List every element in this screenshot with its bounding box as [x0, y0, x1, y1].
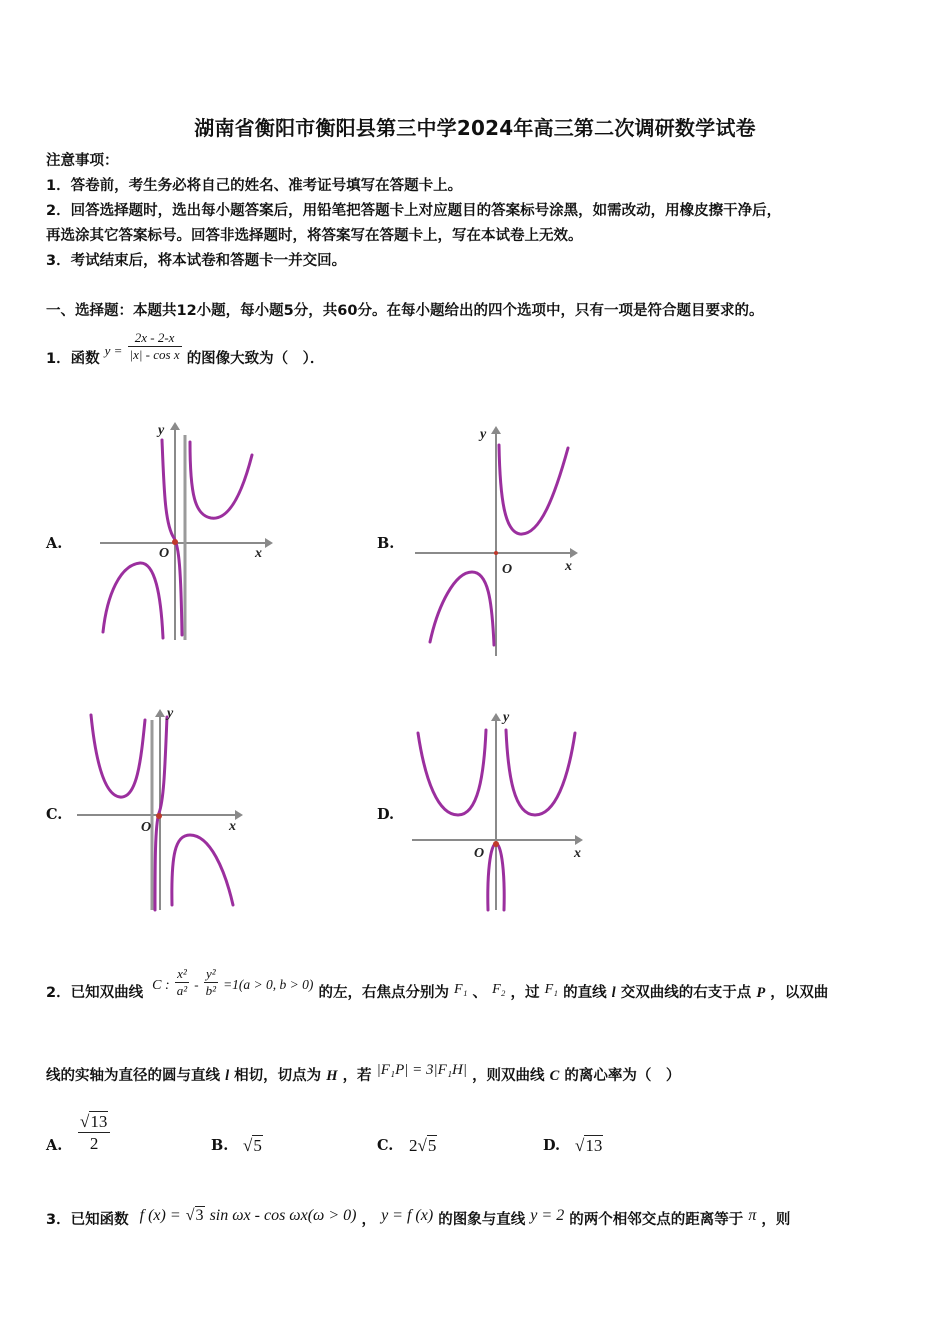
q2-c: C	[549, 1068, 560, 1084]
q1-prefix: 1．函数	[46, 351, 100, 367]
q3-sqrt3: 3	[195, 1207, 204, 1224]
x-label: x	[574, 846, 581, 861]
notice-item: 3．考试结束后，将本试卷和答题卡一并交回。	[46, 253, 347, 269]
q2-h: H	[326, 1068, 338, 1084]
graph-option-d[interactable]	[410, 705, 590, 915]
question-1	[46, 330, 324, 370]
q2-prefix: 2．已知双曲线	[46, 985, 144, 1001]
q2-x2: x²	[175, 966, 189, 983]
graph-option-a[interactable]	[95, 420, 275, 645]
y-label: y	[158, 423, 165, 438]
q3-pi: π	[748, 1207, 757, 1224]
q1-suffix: 的图像大致为（ ）．	[186, 351, 325, 367]
origin-label: O	[502, 562, 513, 577]
q2-l: l	[611, 985, 616, 1001]
q2-option-a-den: 2	[89, 1134, 99, 1153]
x-axis-arrow	[265, 538, 273, 548]
q2-option-b-rad: 5	[253, 1136, 262, 1155]
y-axis-arrow	[491, 713, 501, 721]
q2-option-c-value[interactable]: 2√5	[409, 1136, 437, 1155]
q2-f1-b: F₁	[544, 982, 559, 997]
q2-p: P	[756, 985, 766, 1001]
q2-option-d-rad: 13	[585, 1136, 603, 1155]
q1-option-d-label: D.	[377, 806, 395, 823]
q1-numerator: 2x - 2-x	[128, 330, 182, 347]
y-axis-arrow	[155, 709, 165, 717]
q2-frac-y	[204, 966, 218, 999]
q2-curve-c: C :	[152, 978, 170, 993]
q2-option-a-label: A.	[46, 1137, 63, 1154]
origin-dot	[172, 539, 178, 545]
y-label: y	[503, 710, 510, 725]
q2-b2: b²	[205, 983, 216, 998]
graph-option-c[interactable]	[75, 705, 250, 915]
notice-item: 1．答卷前，考生务必将自己的姓名、准考证号填写在答题卡上。	[46, 178, 463, 194]
q2-option-b-value[interactable]: √5	[243, 1136, 262, 1155]
q2-text-mid: 的左，右焦点分别为	[318, 985, 449, 1001]
q2-sep: 、	[472, 985, 487, 1001]
question-2-line-2	[46, 1050, 680, 1090]
notice-item: 2．回答选择题时，选出每小题答案后，用铅笔把答题卡上对应题目的答案标号涂黑，如需改动，用橡皮擦干净后，	[46, 203, 782, 219]
curve-right	[190, 442, 252, 518]
q2-condition: =1(a > 0, b > 0)	[223, 977, 314, 992]
q2-option-a-num: 13	[90, 1112, 108, 1131]
x-axis-arrow	[570, 548, 578, 558]
q3-fx: f (x) =	[139, 1207, 181, 1224]
origin-dot	[494, 551, 498, 555]
x-label: x	[229, 819, 236, 834]
curve-left	[103, 563, 163, 638]
q3-end: ，则	[761, 1212, 791, 1228]
q2-line2-e: 的离心率为（ ）	[564, 1068, 681, 1084]
q2-a2: a²	[176, 983, 188, 998]
origin-label: O	[474, 846, 485, 861]
curve-right	[172, 835, 233, 905]
q3-y2: y = 2	[530, 1207, 565, 1224]
y-axis-arrow	[170, 422, 180, 430]
q2-option-d-label: D.	[543, 1137, 561, 1154]
y-label: y	[167, 706, 174, 721]
curve-left	[91, 715, 145, 797]
q3-yfx: y = f (x)	[381, 1207, 434, 1224]
origin-dot	[156, 813, 162, 819]
q2-option-d-value[interactable]: √13	[575, 1136, 603, 1155]
q2-text-mid4: 交双曲线的右支于点	[620, 985, 752, 1001]
q2-cond2: |F₁P| = 3|F₁H|	[376, 1062, 467, 1078]
q2-y2: y²	[204, 966, 218, 983]
notice-heading: 注意事项：	[46, 153, 119, 169]
curve-right	[506, 730, 575, 815]
question-3: 3．已知函数 f (x) = √3 sin ωx - cos ωx(ω > 0) ， y = f (x) 的图象与直线 y = 2 的两个相邻交点的距离等于 π ，则	[46, 1207, 791, 1228]
y-label: y	[480, 427, 487, 442]
q2-f2: F₂	[492, 982, 506, 997]
q2-option-a-value[interactable]: $\frac{√13}{2}$	[78, 1112, 110, 1155]
q3-expr: sin ωx - cos ωx(ω > 0)	[209, 1207, 357, 1224]
curve-right	[499, 445, 568, 534]
question-2: 2．已知双曲线 C : $\frac{\text{x²}}{\text{a²}}$ - $\frac{\text{y²}}{\text{b²}}$ =1(a > 0, b > 0) 的左，右焦点分别为 F₁ 、 F₂ ，过 F₁ 的直线 l 交双曲线的右支于点 P ，以双曲	[46, 966, 829, 1001]
x-axis-arrow	[235, 810, 243, 820]
q2-line2-b: 相切，切点为	[234, 1068, 322, 1084]
q2-line2-c: ，若	[342, 1068, 372, 1084]
q2-frac-x	[175, 966, 189, 999]
origin-dot	[493, 841, 499, 847]
curve-center	[162, 440, 182, 635]
q1-option-b-label: B.	[377, 535, 395, 552]
y-axis-arrow	[491, 426, 501, 434]
origin-label: O	[159, 546, 170, 561]
q3-mid2: 的两个相邻交点的距离等于	[569, 1212, 744, 1228]
x-label: x	[255, 546, 262, 561]
curve-left	[418, 730, 486, 815]
x-axis-arrow	[575, 835, 583, 845]
q2-line2-d: ，则双曲线	[472, 1068, 545, 1084]
q2-l2: l	[225, 1068, 230, 1084]
notice-item: 再选涂其它答案标号。回答非选择题时，将答案写在答题卡上，写在本试卷上无效。	[46, 228, 583, 244]
q3-prefix: 3．已知函数	[46, 1212, 129, 1228]
q2-f1: F₁	[454, 982, 468, 997]
curve-left	[430, 572, 494, 645]
q2-option-b-label: B.	[211, 1137, 229, 1154]
q2-text-mid2: ，过	[510, 985, 540, 1001]
page-title: 湖南省衡阳市衡阳县第三中学2024年高三第二次调研数学试卷	[194, 116, 756, 140]
origin-label: O	[141, 820, 152, 835]
q2-option-c-rad: 5	[427, 1136, 437, 1155]
q3-mid: 的图象与直线	[438, 1212, 526, 1228]
q2-text-mid5: ，以双曲	[770, 985, 829, 1001]
section-heading: 一、选择题：本题共12小题，每小题5分，共60分。在每小题给出的四个选项中，只有一项是符合题目要求的。	[46, 303, 764, 319]
q1-fraction	[128, 330, 182, 363]
q2-option-c-coef: 2	[409, 1136, 418, 1155]
q2-option-c-label: C.	[377, 1137, 394, 1154]
q3-comma: ，	[361, 1212, 376, 1228]
q1-option-c-label: C.	[46, 806, 63, 823]
graph-option-b[interactable]	[410, 420, 590, 660]
q2-text-mid3: 的直线	[563, 985, 607, 1001]
q1-denominator: |x| - cos x	[129, 347, 180, 362]
q1-y-eq: y =	[104, 343, 123, 358]
q2-line2-a: 线的实轴为直径的圆与直线	[46, 1068, 220, 1084]
x-label: x	[565, 559, 572, 574]
q1-option-a-label: A.	[46, 535, 63, 552]
